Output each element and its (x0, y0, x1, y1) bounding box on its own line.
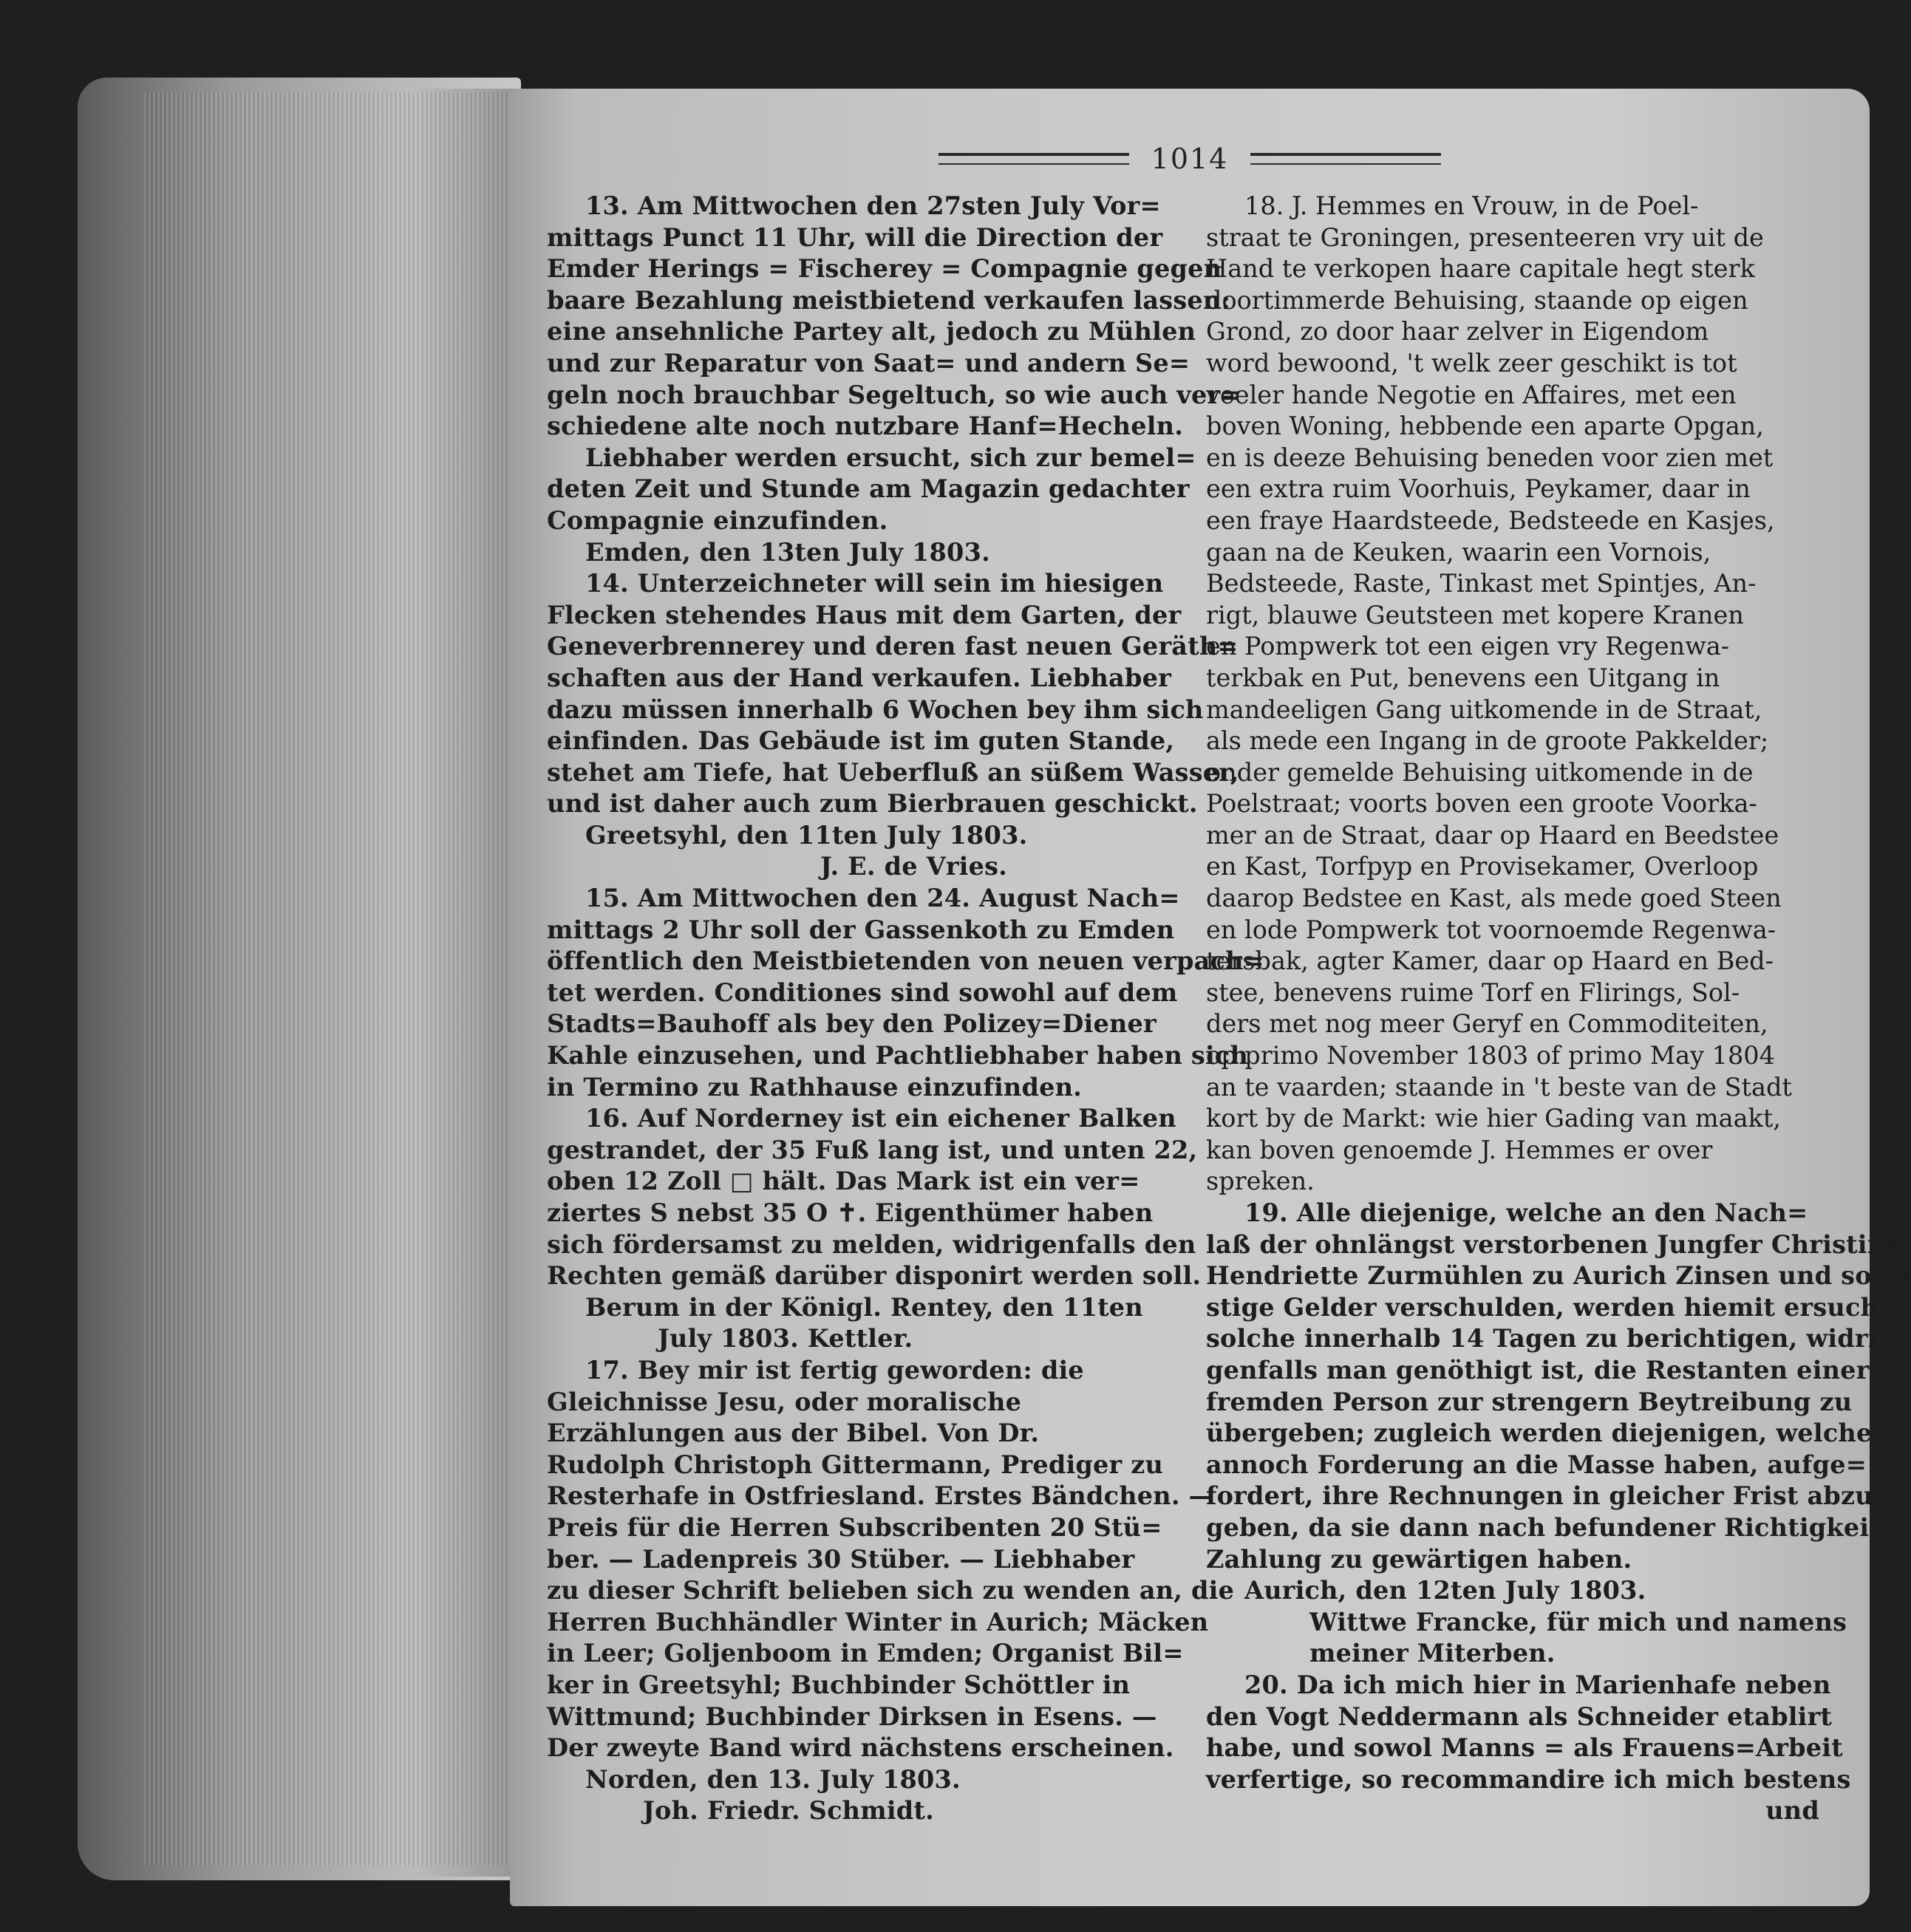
text-line: gaan na de Keuken, waarin een Vornois, (1206, 537, 1711, 567)
text-line: ker in Greetsyhl; Buchbinder Schöttler in (547, 1670, 1131, 1699)
text-line: und ist daher auch zum Bierbrauen geschickt. (547, 789, 1198, 819)
text-line: Herren Buchhändler Winter in Aurich; Mäcken (547, 1607, 1209, 1636)
text-line: J. E. de Vries. (820, 852, 1008, 881)
text-line: kort by de Markt: wie hier Gading van maakt, (1206, 1104, 1781, 1133)
text-line: straat te Groningen, presenteeren vry uit de (1206, 222, 1764, 252)
text-line: spreken. (1206, 1167, 1315, 1196)
text-line: Aurich, den 12ten July 1803. (1244, 1576, 1646, 1605)
text-line: Poelstraat; voorts boven een groote Voorka- (1206, 789, 1757, 819)
header-rule-left (939, 153, 1129, 165)
text-line: Greetsyhl, den 11ten July 1803. (585, 820, 1028, 850)
text-line: mer an de Straat, daar op Haard en Beedstee (1206, 820, 1779, 850)
text-line: stehet am Tiefe, hat Ueberfluß an süßem Wasser, (547, 757, 1239, 787)
text-line: stee, benevens ruime Torf en Flirings, Sol- (1206, 977, 1740, 1007)
text-line: tet werden. Conditiones sind sowohl auf dem (547, 977, 1178, 1007)
text-line: fordert, ihre Rechnungen in gleicher Frist abzu= (1206, 1481, 1895, 1511)
text-line: July 1803. Kettler. (658, 1324, 913, 1354)
text-line: daarop Bedstee en Kast, als mede goed Steen (1206, 884, 1782, 913)
text-line: Liebhaber werden ersucht, sich zur bemel= (585, 443, 1196, 472)
text-line: Joh. Friedr. Schmidt. (643, 1796, 934, 1826)
text-line: terkbak en Put, benevens een Uitgang in (1206, 663, 1720, 692)
text-line: mandeeligen Gang uitkomende in de Straat, (1206, 694, 1762, 724)
text-line: deten Zeit und Stunde am Magazin gedachter (547, 474, 1190, 504)
text-line: Kahle einzusehen, und Pachtliebhaber haben sich (547, 1041, 1249, 1071)
text-line: Emder Herings = Fischerey = Compagnie gegen (547, 254, 1222, 284)
text-line: annoch Forderung an die Masse haben, aufge= (1206, 1450, 1867, 1479)
text-line: schiedene alte noch nutzbare Hanf=Hecheln. (547, 412, 1184, 441)
text-line: Hand te verkopen haare capitale hegt sterk (1206, 254, 1755, 284)
text-line: eine ansehnliche Partey alt, jedoch zu Mühlen (547, 317, 1196, 347)
text-line: Emden, den 13ten July 1803. (585, 537, 990, 567)
text-line: Resterhafe in Ostfriesland. Erstes Bändchen. — (547, 1481, 1214, 1511)
text-line: ber. — Ladenpreis 30 Stüber. — Liebhaber (547, 1544, 1135, 1574)
text-line: ziertes S nebst 35 O ✝. Eigenthümer haben (547, 1198, 1154, 1227)
text-line: Erzählungen aus der Bibel. Von Dr. (547, 1419, 1040, 1448)
text-line: word bewoond, 't welk zeer geschikt is tot (1206, 348, 1737, 378)
text-line: dazu müssen innerhalb 6 Wochen bey ihm sich (547, 694, 1204, 724)
text-line: Grond, zo door haar zelver in Eigendom (1206, 317, 1709, 347)
text-line: verfertige, so recommandire ich mich bestens (1206, 1764, 1851, 1794)
header-rule-right (1250, 153, 1441, 165)
text-line: solche innerhalb 14 Tagen zu berichtigen, widri= (1206, 1324, 1898, 1354)
text-line: einfinden. Das Gebäude ist im guten Stande, (547, 726, 1175, 756)
text-line: mittags Punct 11 Uhr, will die Direction der (547, 222, 1163, 252)
text-line: stige Gelder verschulden, werden hiemit ersucht, (1206, 1292, 1899, 1322)
text-line: Gleichnisse Jesu, oder moralische (547, 1387, 1022, 1416)
text-line: Der zweyte Band wird nächstens erscheinen. (547, 1733, 1174, 1763)
text-line: een extra ruim Voorhuis, Peykamer, daar in (1206, 474, 1751, 504)
text-line: Flecken stehendes Haus mit dem Garten, der (547, 600, 1182, 629)
text-line: tersbak, agter Kamer, daar op Haard en Bed- (1206, 946, 1774, 976)
text-line: geben, da sie dann nach befundener Richtigkeit (1206, 1512, 1881, 1542)
text-line: 20. Da ich mich hier in Marienhafe neben (1244, 1670, 1831, 1699)
text-line: rigt, blauwe Geutsteen met kopere Kranen (1206, 600, 1744, 629)
text-line: mittags 2 Uhr soll der Gassenkoth zu Emden (547, 915, 1175, 944)
text-line: übergeben; zugleich werden diejenigen, welche (1206, 1419, 1873, 1448)
text-line: Bedsteede, Raste, Tinkast met Spintjes, An- (1206, 569, 1757, 598)
text-line: sich fördersamst zu melden, widrigenfalls den (547, 1229, 1196, 1259)
text-line: an te vaarden; staande in 't beste van de Stadt (1206, 1072, 1792, 1102)
text-line: 17. Bey mir ist fertig geworden: die (585, 1355, 1084, 1385)
text-line: Hendriette Zurmühlen zu Aurich Zinsen und son= (1206, 1261, 1911, 1291)
text-line: Geneverbrennerey und deren fast neuen Geräth= (547, 632, 1239, 661)
text-line: boven Woning, hebbende een aparte Opgan, (1206, 412, 1764, 441)
text-line: in Leer; Goljenboom in Emden; Organist Bil= (547, 1639, 1184, 1668)
text-line: op primo November 1803 of primo May 1804 (1206, 1041, 1775, 1071)
text-line: Zahlung zu gewärtigen haben. (1206, 1544, 1632, 1574)
text-line: doortimmerde Behuising, staande op eigen (1206, 285, 1748, 315)
text-line: een fraye Haardsteede, Bedsteede en Kasjes, (1206, 505, 1775, 535)
text-line: en Pompwerk tot een eigen vry Regenwa- (1206, 632, 1730, 661)
text-line: zu dieser Schrift belieben sich zu wenden an, die (547, 1576, 1235, 1605)
text-line: 15. Am Mittwochen den 24. August Nach= (585, 884, 1180, 913)
text-line: onder gemelde Behuising uitkomende in de (1206, 757, 1754, 787)
text-line: in Termino zu Rathhause einzufinden. (547, 1072, 1082, 1102)
text-line: Norden, den 13. July 1803. (585, 1764, 961, 1794)
text-line: veeler hande Negotie en Affaires, met een (1206, 380, 1737, 409)
gutter-shadow (414, 89, 517, 1877)
text-line: Wittwe Francke, für mich und namens (1309, 1607, 1847, 1636)
text-line: 16. Auf Norderney ist ein eichener Balken (585, 1104, 1176, 1133)
text-line: oben 12 Zoll □ hält. Das Mark ist ein ver= (547, 1167, 1140, 1196)
text-line: 18. J. Hemmes en Vrouw, in de Poel- (1244, 191, 1699, 220)
page-header (939, 140, 1441, 177)
text-line: Stadts=Bauhoff als bey den Polizey=Diener (547, 1009, 1157, 1039)
text-line: schaften aus der Hand verkaufen. Liebhaber (547, 663, 1171, 692)
text-line: 13. Am Mittwochen den 27sten July Vor= (585, 191, 1161, 220)
text-line: als mede een Ingang in de groote Pakkelder; (1206, 726, 1769, 756)
text-line: und zur Reparatur von Saat= und andern Se= (547, 348, 1190, 378)
text-line: en lode Pompwerk tot voornoemde Regenwa- (1206, 915, 1777, 944)
page-number: 1014 (1151, 143, 1229, 175)
text-line: gestrandet, der 35 Fuß lang ist, und unten 22, (547, 1135, 1198, 1164)
text-line: Wittmund; Buchbinder Dirksen in Esens. — (547, 1701, 1157, 1731)
text-line: 19. Alle diejenige, welche an den Nach= (1244, 1198, 1808, 1227)
text-line: en is deeze Behuising beneden voor zien met (1206, 443, 1774, 472)
text-line: den Vogt Neddermann als Schneider etablirt (1206, 1701, 1833, 1731)
text-line: öffentlich den Meistbietenden von neuen verpach= (547, 946, 1264, 976)
text-line: Compagnie einzufinden. (547, 505, 888, 535)
text-line: geln noch brauchbar Segeltuch, so wie auch ver= (547, 380, 1241, 409)
text-line: ders met nog meer Geryf en Commoditeiten, (1206, 1009, 1768, 1039)
text-line: laß der ohnlängst verstorbenen Jungfer Christine (1206, 1229, 1901, 1259)
text-line: 14. Unterzeichneter will sein im hiesigen (585, 569, 1164, 598)
text-line: en Kast, Torfpyp en Provisekamer, Overloop (1206, 852, 1759, 881)
text-line: habe, und sowol Manns = als Frauens=Arbeit (1206, 1733, 1843, 1763)
text-line: Rechten gemäß darüber disponirt werden soll. (547, 1261, 1202, 1291)
text-line: Preis für die Herren Subscribenten 20 Stü= (547, 1512, 1162, 1542)
text-line: fremden Person zur strengern Beytreibung zu (1206, 1387, 1853, 1416)
text-line: Rudolph Christoph Gittermann, Prediger zu (547, 1450, 1164, 1479)
text-line: genfalls man genöthigt ist, die Restanten einer (1206, 1355, 1870, 1385)
text-line: meiner Miterben. (1309, 1639, 1556, 1668)
right-text-column (1206, 191, 1911, 1882)
text-line: Berum in der Königl. Rentey, den 11ten (585, 1292, 1143, 1322)
text-line: kan boven genoemde J. Hemmes er over (1206, 1135, 1713, 1164)
text-line: baare Bezahlung meistbietend verkaufen lassen: (547, 285, 1231, 315)
catchword: und (1765, 1796, 1819, 1826)
